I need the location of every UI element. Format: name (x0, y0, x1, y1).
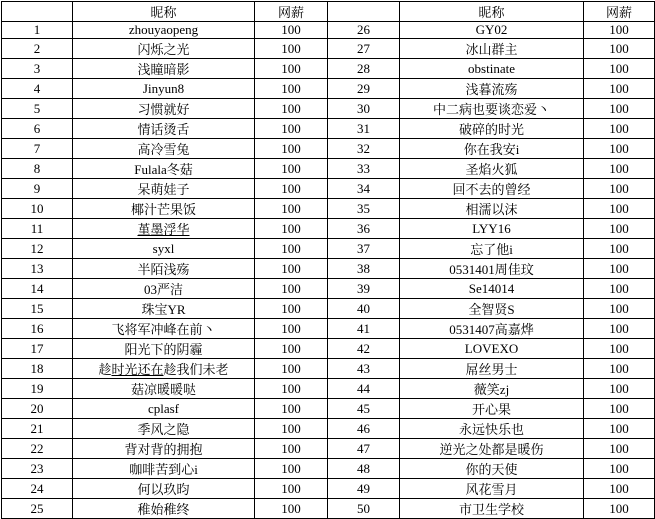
nickname-segment: 趁 (98, 362, 112, 377)
table-row (2, 39, 655, 59)
salary-cell: 100 (584, 279, 655, 299)
nickname-cell (73, 359, 255, 379)
nickname-cell: 忘了他i (400, 239, 584, 259)
nickname-segment: 趁我们未老 (163, 362, 229, 377)
salary-cell: 100 (255, 239, 328, 259)
nickname-cell: 飞将军冲峰在前丶 (73, 319, 255, 339)
row-number-cell: 42 (328, 339, 400, 359)
salary-cell: 100 (255, 319, 328, 339)
row-number-cell: 19 (2, 379, 73, 399)
nickname-cell: Jinyun8 (73, 79, 255, 99)
row-number-cell: 30 (328, 99, 400, 119)
row-number-cell: 1 (2, 22, 73, 39)
nickname-cell: 圣焰火狐 (400, 159, 584, 179)
nickname-cell: GY02 (400, 22, 584, 39)
nickname-cell: 情话烫舌 (73, 119, 255, 139)
nickname-cell: 菇凉暖暖哒 (73, 379, 255, 399)
salary-cell: 100 (584, 339, 655, 359)
row-number-cell: 41 (328, 319, 400, 339)
salary-cell: 100 (584, 299, 655, 319)
salary-cell: 100 (255, 399, 328, 419)
header-number-right (328, 2, 400, 22)
header-number-left (2, 2, 73, 22)
nickname-cell: 你在我安i (400, 139, 584, 159)
nickname-cell: 季风之隐 (73, 419, 255, 439)
row-number-cell: 7 (2, 139, 73, 159)
row-number-cell: 14 (2, 279, 73, 299)
salary-cell: 100 (255, 39, 328, 59)
row-number-cell: 13 (2, 259, 73, 279)
salary-cell: 100 (584, 199, 655, 219)
salary-cell: 100 (584, 399, 655, 419)
table-row (2, 22, 655, 39)
nickname-underlined-segment: 堇墨浮华 (137, 222, 190, 237)
salary-cell: 100 (584, 79, 655, 99)
table-row (2, 439, 655, 459)
salary-cell: 100 (584, 139, 655, 159)
table-row (2, 419, 655, 439)
nickname-cell: 中二病也要谈恋爱丶 (400, 99, 584, 119)
nickname-cell: 回不去的曾经 (400, 179, 584, 199)
table-row (2, 59, 655, 79)
row-number-cell: 25 (2, 499, 73, 519)
row-number-cell: 45 (328, 399, 400, 419)
row-number-cell: 29 (328, 79, 400, 99)
nickname-cell: 阳光下的阴霾 (73, 339, 255, 359)
table-row (2, 179, 655, 199)
nickname-cell: 呆萌娃子 (73, 179, 255, 199)
nickname-cell: 冰山群主 (400, 39, 584, 59)
salary-cell: 100 (255, 59, 328, 79)
salary-cell: 100 (255, 179, 328, 199)
table-row (2, 479, 655, 499)
nickname-cell: 背对背的拥抱 (73, 439, 255, 459)
salary-cell: 100 (584, 119, 655, 139)
nickname-cell: 0531407高嘉烨 (400, 319, 584, 339)
row-number-cell: 9 (2, 179, 73, 199)
table-row (2, 219, 655, 239)
table-row (2, 139, 655, 159)
salary-cell: 100 (584, 259, 655, 279)
nickname-cell: 全智贤S (400, 299, 584, 319)
row-number-cell: 4 (2, 79, 73, 99)
salary-cell: 100 (584, 439, 655, 459)
table-row (2, 239, 655, 259)
nickname-cell: 稚始稚终 (73, 499, 255, 519)
salary-cell: 100 (255, 479, 328, 499)
nickname-cell: 你的天使 (400, 459, 584, 479)
table-row (2, 119, 655, 139)
table-row (2, 379, 655, 399)
nickname-cell: 屌丝男士 (400, 359, 584, 379)
table-row (2, 459, 655, 479)
nickname-cell: Fulala冬菇 (73, 159, 255, 179)
row-number-cell: 18 (2, 359, 73, 379)
nickname-cell: 薇笑zj (400, 379, 584, 399)
salary-cell: 100 (255, 119, 328, 139)
nickname-cell: 咖啡苦到心i (73, 459, 255, 479)
table-row (2, 359, 655, 379)
row-number-cell: 48 (328, 459, 400, 479)
row-number-cell: 38 (328, 259, 400, 279)
row-number-cell: 32 (328, 139, 400, 159)
table-row (2, 199, 655, 219)
salary-cell: 100 (255, 379, 328, 399)
salary-cell: 100 (584, 59, 655, 79)
table-row (2, 259, 655, 279)
salary-cell: 100 (255, 99, 328, 119)
nickname-cell: cplasf (73, 399, 255, 419)
table-row (2, 99, 655, 119)
salary-cell: 100 (255, 219, 328, 239)
row-number-cell: 34 (328, 179, 400, 199)
table-row (2, 279, 655, 299)
row-number-cell: 44 (328, 379, 400, 399)
nickname-cell: 何以玖昀 (73, 479, 255, 499)
nickname-cell: syxl (73, 239, 255, 259)
nickname-cell: LYY16 (400, 219, 584, 239)
row-number-cell: 36 (328, 219, 400, 239)
table-body (2, 22, 655, 519)
salary-cell: 100 (255, 299, 328, 319)
nickname-cell: LOVEXO (400, 339, 584, 359)
row-number-cell: 33 (328, 159, 400, 179)
salary-cell: 100 (584, 319, 655, 339)
header-row (2, 2, 655, 22)
row-number-cell: 2 (2, 39, 73, 59)
nickname-cell: 逆光之处都是暖伤 (400, 439, 584, 459)
row-number-cell: 17 (2, 339, 73, 359)
nickname-cell: 浅瞳暗影 (73, 59, 255, 79)
nickname-cell: 0531401周佳玟 (400, 259, 584, 279)
row-number-cell: 20 (2, 399, 73, 419)
salary-cell: 100 (584, 359, 655, 379)
salary-cell: 100 (255, 279, 328, 299)
row-number-cell: 15 (2, 299, 73, 319)
salary-cell: 100 (584, 159, 655, 179)
salary-cell: 100 (255, 79, 328, 99)
header-salary-right: 网薪 (584, 2, 655, 22)
row-number-cell: 26 (328, 22, 400, 39)
salary-cell: 100 (584, 179, 655, 199)
salary-cell: 100 (584, 499, 655, 519)
row-number-cell: 10 (2, 199, 73, 219)
row-number-cell: 11 (2, 219, 73, 239)
row-number-cell: 50 (328, 499, 400, 519)
salary-cell: 100 (255, 22, 328, 39)
header-nickname-left: 昵称 (73, 2, 255, 22)
table-row (2, 159, 655, 179)
row-number-cell: 8 (2, 159, 73, 179)
nickname-underlined-segment: 时光还在 (111, 362, 164, 377)
salary-cell: 100 (584, 22, 655, 39)
salary-cell: 100 (255, 499, 328, 519)
table-row (2, 499, 655, 519)
salary-cell: 100 (255, 459, 328, 479)
row-number-cell: 27 (328, 39, 400, 59)
nickname-cell: 市卫生学校 (400, 499, 584, 519)
salary-cell: 100 (255, 199, 328, 219)
salary-cell: 100 (584, 419, 655, 439)
salary-cell: 100 (255, 419, 328, 439)
nickname-cell: 珠宝YR (73, 299, 255, 319)
nickname-cell: 破碎的时光 (400, 119, 584, 139)
row-number-cell: 31 (328, 119, 400, 139)
row-number-cell: 37 (328, 239, 400, 259)
row-number-cell: 22 (2, 439, 73, 459)
nickname-cell: zhouyaopeng (73, 22, 255, 39)
nickname-cell: 永远快乐也 (400, 419, 584, 439)
row-number-cell: 5 (2, 99, 73, 119)
row-number-cell: 3 (2, 59, 73, 79)
row-number-cell: 28 (328, 59, 400, 79)
nickname-salary-table (1, 1, 655, 519)
salary-cell: 100 (584, 39, 655, 59)
table-row (2, 319, 655, 339)
nickname-cell: 椰汁芒果饭 (73, 199, 255, 219)
nickname-cell: 相濡以沫 (400, 199, 584, 219)
nickname-cell: 半陌浅殇 (73, 259, 255, 279)
row-number-cell: 40 (328, 299, 400, 319)
nickname-cell: 浅暮流殇 (400, 79, 584, 99)
table-row (2, 399, 655, 419)
row-number-cell: 35 (328, 199, 400, 219)
nickname-cell: 03严洁 (73, 279, 255, 299)
nickname-cell: 开心果 (400, 399, 584, 419)
nickname-cell (73, 219, 255, 239)
row-number-cell: 16 (2, 319, 73, 339)
salary-cell: 100 (584, 479, 655, 499)
row-number-cell: 24 (2, 479, 73, 499)
salary-cell: 100 (584, 219, 655, 239)
salary-cell: 100 (584, 459, 655, 479)
row-number-cell: 23 (2, 459, 73, 479)
salary-cell: 100 (255, 359, 328, 379)
salary-cell: 100 (255, 159, 328, 179)
salary-cell: 100 (255, 339, 328, 359)
row-number-cell: 12 (2, 239, 73, 259)
table-row (2, 299, 655, 319)
row-number-cell: 6 (2, 119, 73, 139)
table-row (2, 339, 655, 359)
nickname-cell: 高冷雪兔 (73, 139, 255, 159)
row-number-cell: 21 (2, 419, 73, 439)
salary-cell: 100 (255, 439, 328, 459)
header-salary-left: 网薪 (255, 2, 328, 22)
nickname-cell: 闪烁之光 (73, 39, 255, 59)
row-number-cell: 43 (328, 359, 400, 379)
row-number-cell: 49 (328, 479, 400, 499)
salary-cell: 100 (584, 99, 655, 119)
nickname-cell: 习惯就好 (73, 99, 255, 119)
salary-cell: 100 (584, 239, 655, 259)
row-number-cell: 39 (328, 279, 400, 299)
nickname-cell: 风花雪月 (400, 479, 584, 499)
nickname-cell: Se14014 (400, 279, 584, 299)
salary-cell: 100 (584, 379, 655, 399)
salary-cell: 100 (255, 259, 328, 279)
nickname-cell: obstinate (400, 59, 584, 79)
row-number-cell: 47 (328, 439, 400, 459)
header-nickname-right: 昵称 (400, 2, 584, 22)
table-row (2, 79, 655, 99)
row-number-cell: 46 (328, 419, 400, 439)
salary-cell: 100 (255, 139, 328, 159)
